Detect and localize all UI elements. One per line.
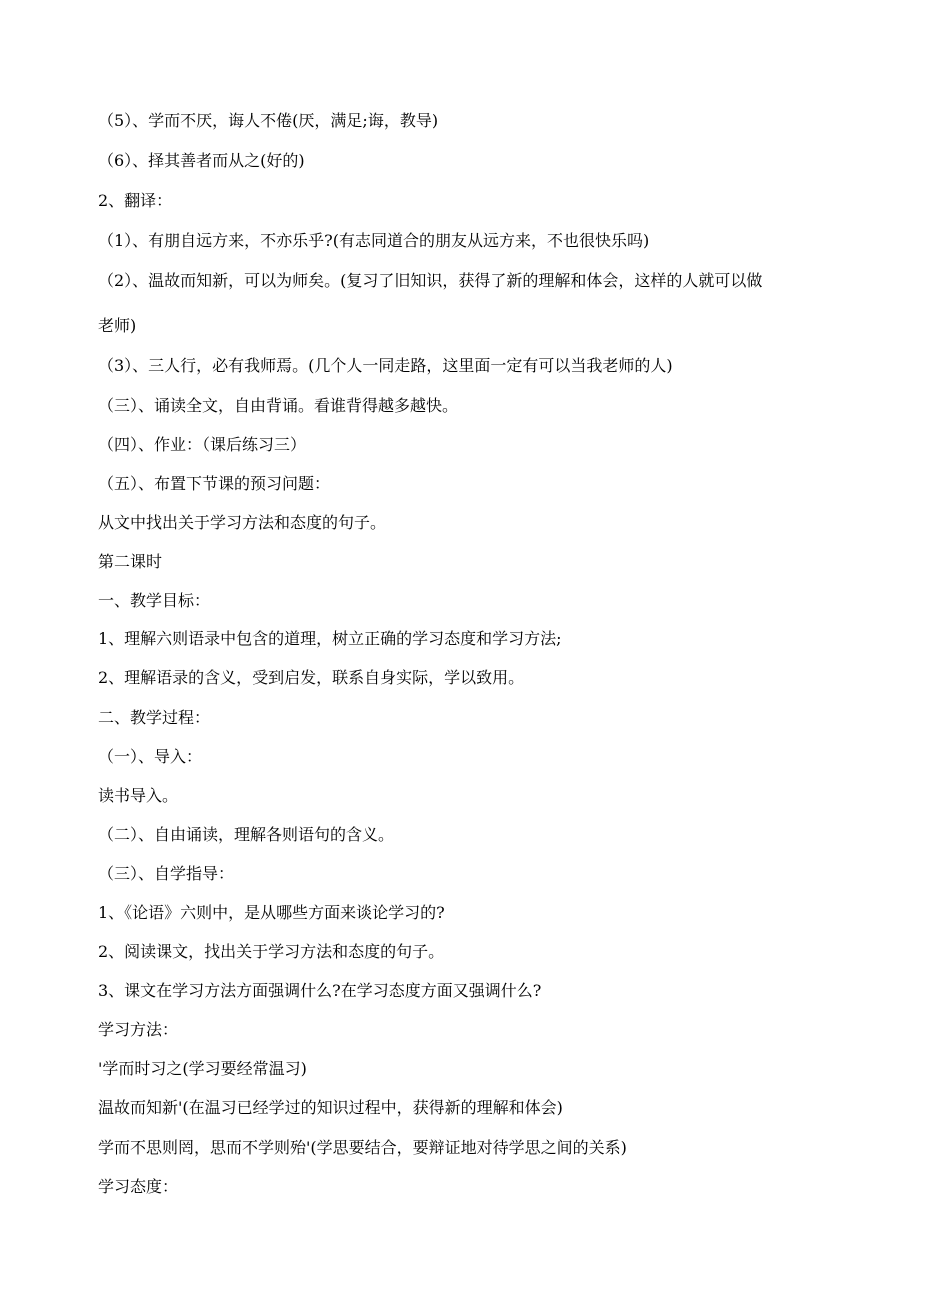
text-line: '学而时习之(学习要经常温习) [98, 1059, 307, 1078]
text-line: （5）、学而不厌，诲人不倦(厌，满足;诲，教导) [98, 111, 439, 130]
text-line: （1）、有朋自远方来，不亦乐乎?(有志同道合的朋友从远方来，不也很快乐吗) [98, 231, 650, 250]
text-line: （五）、布置下节课的预习问题： [98, 474, 331, 493]
text-line: 温故而知新'(在温习已经学过的知识过程中，获得新的理解和体会) [98, 1098, 563, 1117]
text-line: （四）、作业：（课后练习三） [98, 435, 307, 454]
text-line: 老师) [98, 316, 137, 335]
text-line: 学习方法： [98, 1020, 179, 1039]
text-line: 学而不思则罔，思而不学则殆'(学思要结合，要辩证地对待学思之间的关系) [98, 1138, 627, 1157]
text-line: 读书导入。 [98, 786, 179, 805]
text-line: 1、理解六则语录中包含的道理，树立正确的学习态度和学习方法; [98, 629, 562, 648]
text-line: 2、翻译： [98, 191, 173, 210]
text-line: （三）、诵读全文，自由背诵。看谁背得越多越快。 [98, 396, 459, 415]
text-line: 一、教学目标： [98, 591, 211, 610]
text-line: 学习态度： [98, 1177, 179, 1196]
text-line: （2）、温故而知新，可以为师矣。(复习了旧知识，获得了新的理解和体会，这样的人就可以做 [98, 271, 763, 290]
text-line: （3）、三人行，必有我师焉。(几个人一同走路，这里面一定有可以当我老师的人) [98, 356, 673, 375]
text-line: 2、阅读课文，找出关于学习方法和态度的句子。 [98, 942, 445, 961]
text-line: 1、《论语》六则中，是从哪些方面来谈论学习的? [98, 903, 445, 922]
text-line: （6）、择其善者而从之(好的) [98, 151, 305, 170]
text-line: 从文中找出关于学习方法和态度的句子。 [98, 513, 387, 532]
text-line: 3、课文在学习方法方面强调什么?在学习态度方面又强调什么? [98, 981, 542, 1000]
text-line: （一）、导入： [98, 747, 203, 766]
text-line: （三）、自学指导： [98, 864, 235, 883]
section-heading: 第二课时 [98, 552, 163, 571]
text-line: 二、教学过程： [98, 708, 211, 727]
text-line: （二）、自由诵读，理解各则语句的含义。 [98, 825, 395, 844]
text-line: 2、理解语录的含义，受到启发，联系自身实际，学以致用。 [98, 668, 525, 687]
